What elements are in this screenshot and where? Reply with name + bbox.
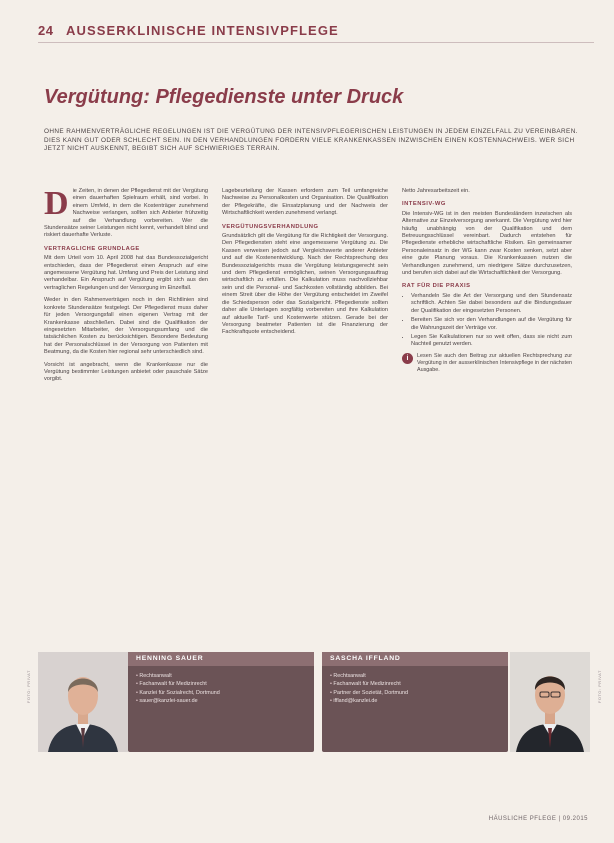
paragraph: Die Intensiv-WG ist in den meisten Bundesländern inzwischen als Alternative zur Einzelversorgung anerkannt. Die Vergütung wird hier häufig unabhängig von der Qualifikation und dem Betreuungsschlüssel vereinbart. Dadurch entstehen für Pflegedienste erhebliche wirtschaftliche Risiken. Ein gemeinsamer Personaleinsatz in der WG kann zwar Kosten senken, setzt aber eine gute Planung voraus. Die Krankenkassen nutzen die Verhandlungen zunehmend, um niedrigere Sätze durchzusetzen, und berufen sich dabei auf die Wirtschaftlichkeit der Versorgung. — [402, 210, 572, 277]
paragraph: Netto Jahresarbeitszeit ein. — [402, 188, 470, 194]
author-card — [128, 652, 314, 752]
author-details — [128, 666, 314, 712]
paragraph: Weder in den Rahmenverträgen noch in den Richtlinien sind konkrete Stundensätze festgelegt. Der Pflegedienst muss daher für jeden Versorgungsfall einen eigenen Vertrag mit der Krankenkasse abschließen. Dabei sind die Qualifikation der eingesetzten Mitarbeiter, der Versorgungsumfang und die tatsächlichen Kosten zu berücksichtigen. Besondere Bedeutung hat der Personalschlüssel in der Versorgung von Patienten mit Beatmung, da die Kosten hier regional sehr unterschiedlich sind. — [44, 297, 208, 356]
author-detail: • sauer@kanzlei-sauer.de — [136, 697, 306, 705]
text-column-2 — [222, 188, 388, 342]
text-column-3 — [402, 188, 572, 374]
author-detail: • Partner der Sozietät, Dortmund — [330, 689, 500, 697]
list-item: • Verhandeln Sie die Art der Versorgung und den Stundensatz schriftlich. Achten Sie dabei besonders auf die Bindungsdauer der Qualifikation der eingesetzten Personen. — [411, 293, 572, 315]
tips-list — [402, 293, 572, 349]
author-detail: • Kanzlei für Sozialrecht, Dortmund — [136, 689, 306, 697]
author-photo — [38, 652, 128, 752]
section-title: AUSSERKLINISCHE INTENSIVPFLEGE — [66, 23, 339, 38]
paragraph: ie Zeiten, in denen der Pflegedienst mit der Vergütung einen dauerhaften Spielraum erhält, sind vorbei. In einem Umfeld, in dem die Kostenträger zunehmend Nachweise verlangen, sollten sich Anbieter frühzeitig auf die Verhandlung vorbereiten. Wer die Stundensätze seiner Leistungen nicht kennt, verhandelt blind und riskiert dauerhafte Verluste. — [44, 188, 208, 239]
page-footer: HÄUSLICHE PFLEGE | 09.2015 — [488, 816, 588, 822]
paragraph: Mit dem Urteil vom 10. April 2008 hat das Bundessozialgericht entschieden, dass der Pflegedienst einen Anspruch auf eine angemessene Vergütung hat. Umfang und Preis der Leistung sind verhandelbar. Ein Anspruch auf Vergütung ergibt sich aus den vertraglichen Regelungen und der Versorgung im Einzelfall. — [44, 255, 208, 291]
info-icon: i — [402, 353, 413, 364]
paragraph: Lagebeurteilung der Kassen erfordern zum Teil umfangreiche Nachweise zu Personalkosten und Organisation. Die Qualifikation der Pflegekräfte, die Einsatzplanung und der Nachweis der Wirtschaftlichkeit werden zunehmend verlangt. — [222, 188, 388, 217]
photo-credit: FOTO: PRIVAT — [26, 670, 31, 704]
list-item: • Bereiten Sie sich vor den Verhandlungen auf die Vergütung für die Wahrungszeit der Verträge vor. — [411, 317, 572, 332]
author-detail: • Rechtsanwalt — [136, 672, 306, 680]
info-text: Lesen Sie auch den Beitrag zur aktuellen Rechtsprechung zur Vergütung in der ausserklinischen Intensivpflege in der nächsten Ausgabe. — [417, 352, 572, 373]
author-photo — [510, 652, 590, 752]
dropcap: D — [44, 185, 69, 222]
text-column-1 — [44, 185, 208, 389]
author-detail: • Rechtsanwalt — [330, 672, 500, 680]
subheading: INTENSIV-WG — [402, 201, 446, 208]
article-lead: OHNE RAHMENVERTRÄGLICHE REGELUNGEN IST DIE VERGÜTUNG DER INTENSIVPFLEGERISCHEN LEISTUNGEN IN JEDEM EINZELFALL ZU VEREINBAREN. DIES KANN GUT ODER SCHLECHT SEIN. IN DEN VERHANDLUNGEN FORDERN VIELE KRANKENKASSEN INZWISCHEN EINEN KOSTENNACHWEIS. WER SICH JETZT NICHT AUSKENNT, BEGIBT SICH AUF SCHWIERIGES TERRAIN. — [44, 128, 578, 153]
author-details — [322, 666, 508, 712]
author-detail: • Fachanwalt für Medizinrecht — [136, 680, 306, 688]
author-name: HENNING SAUER — [128, 652, 314, 666]
list-item: • Legen Sie Kalkulationen nur so weit offen, dass sie nicht zum Nachteil genutzt werden. — [411, 334, 572, 349]
author-detail: • iffland@kanzlei.de — [330, 697, 500, 705]
author-name: SASCHA IFFLAND — [322, 652, 508, 666]
info-box — [402, 353, 572, 374]
page-number: 24 — [38, 23, 54, 38]
subheading: VERGÜTUNGSVERHANDLUNG — [222, 223, 319, 230]
paragraph: Vorsicht ist angebracht, wenn die Krankenkasse nur die Vergütung bestimmter Leistungen anbietet oder pauschale Sätze vorgibt. — [44, 361, 208, 383]
subheading: RAT FÜR DIE PRAXIS — [402, 283, 471, 290]
author-card — [322, 652, 508, 752]
page-header — [38, 14, 594, 43]
author-detail: • Fachanwalt für Medizinrecht — [330, 680, 500, 688]
subheading: VERTRAGLICHE GRUNDLAGE — [44, 245, 140, 252]
photo-credit: FOTO: PRIVAT — [597, 670, 602, 704]
paragraph: Grundsätzlich gilt die Vergütung für die Richtigkeit der Versorgung. Den Pflegediensten steht eine angemessene Vergütung zu. Die Kassen verweisen jedoch auf Vergleichswerte anderer Anbieter und auf die Kostenentwicklung. Nach der Rechtsprechung des Bundessozialgerichts muss die Vergütung leistungsgerecht sein und dem Pflegedienst ermöglichen, seinen Versorgungsauftrag wirtschaftlich zu erfüllen. Die Kalkulation muss nachvollziehbar sein und die Personal- und Sachkosten vollständig abbilden. Bei einem Streit über die Höhe der Vergütung entscheidet im Zweifel die Schiedsperson oder das Sozialgericht. Pflegedienste sollten daher alle Unterlagen sorgfältig vorbereiten und ihre Kalkulation auf aktuelle Tarif- und Kostenwerte stützen. Gerade bei der Versorgung beatmeter Patienten ist die Finanzierung der Fachkraftquote entscheidend. — [222, 233, 388, 336]
article-title: Vergütung: Pflegedienste unter Druck — [44, 86, 404, 108]
